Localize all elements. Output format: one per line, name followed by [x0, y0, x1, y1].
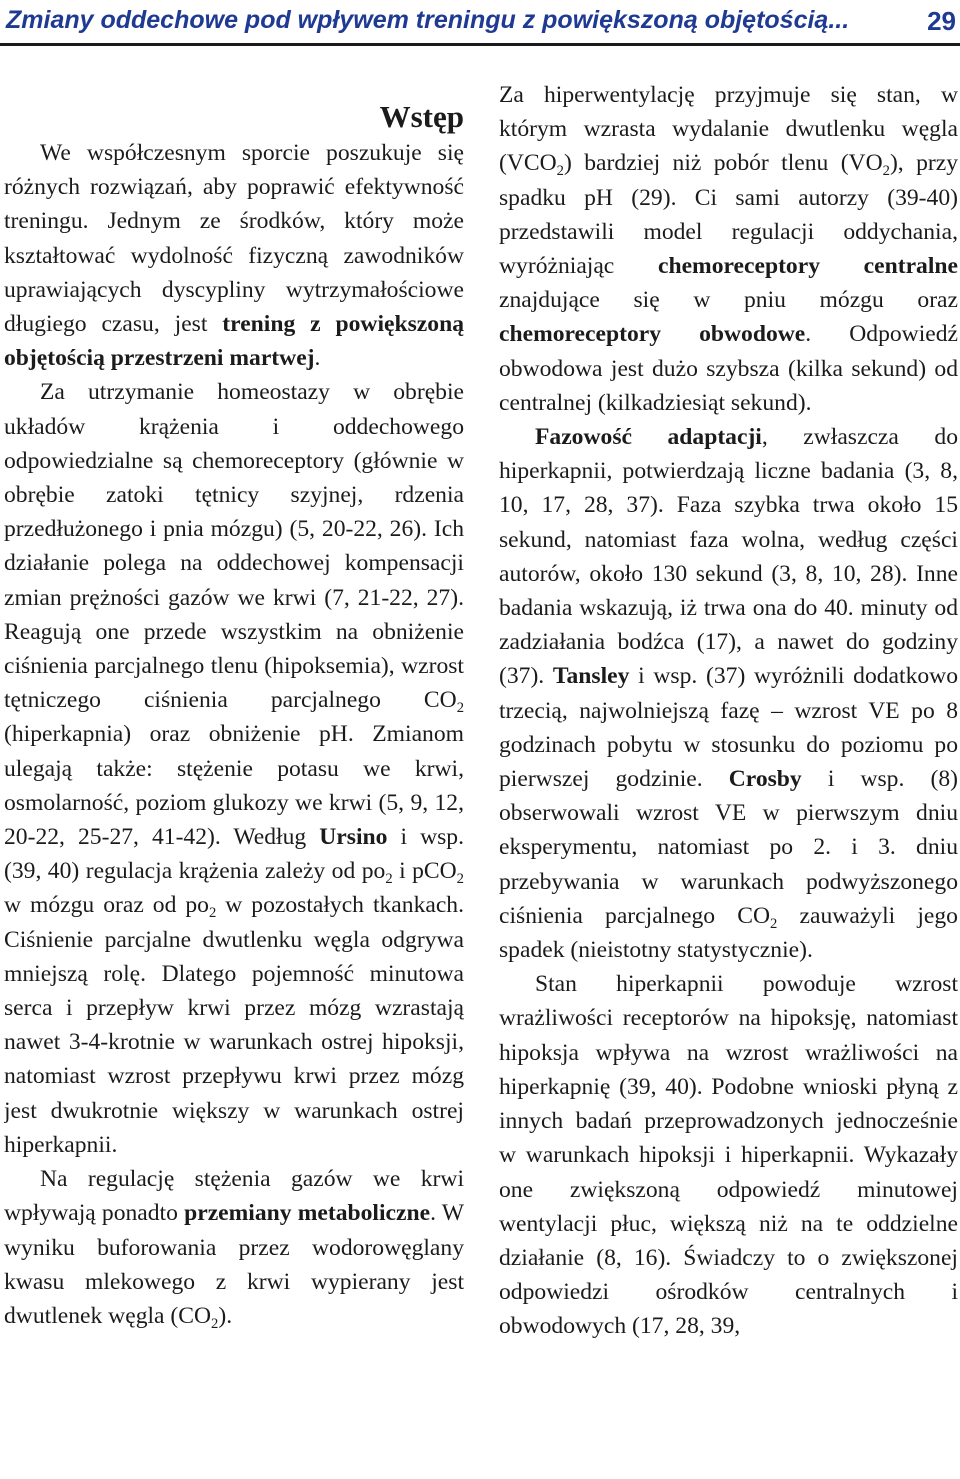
- bold-term: Fazowość adaptacji: [535, 424, 762, 451]
- subscript: 2: [208, 905, 217, 922]
- text-run: ) bardziej niż pobór tlenu (VO: [563, 150, 883, 177]
- text-run: zauważyli jego spadek (nieistotny statystycznie).: [499, 902, 958, 964]
- subscript: 2: [385, 871, 393, 888]
- text-run: i wsp. (8) obserwowali wzrost VE w pierwszym dniu eksperymentu, natomiast po 2. i 3. dniu przebywania w warunkach podwyższonego ciśnienia parcjalnego CO: [499, 766, 958, 929]
- text-run: .: [314, 345, 321, 372]
- paragraph-intro: [4, 136, 464, 375]
- left-column: [4, 78, 464, 1478]
- text-run: i wsp. (37) wyróżnili dodatkowo trzecią, najwolniejszą fazę – wzrost VE po 8 godzinach pobytu w stosunku do poziomu po pierwszej godzinie.: [499, 663, 958, 793]
- subscript: 2: [770, 915, 778, 932]
- subscript: 2: [211, 1316, 219, 1333]
- paragraph-hyperventilation: [499, 78, 958, 420]
- text-run: ).: [218, 1302, 233, 1329]
- bold-author: Crosby: [728, 766, 802, 793]
- bold-term: chemoreceptory obwodowe: [499, 321, 806, 348]
- page-header: [0, 0, 960, 46]
- text-run: Za hiperwentylację przyjmuje się stan, w którym wzrasta wydalanie dwutlenku węgla (VCO: [499, 82, 958, 177]
- bold-term: przemiany metaboliczne: [184, 1200, 431, 1227]
- subscript: 2: [882, 163, 890, 180]
- text-run: ), przy spadku pH (29). Ci sami autorzy (39-40) przedstawili model regulacji oddychania, wyróżniając: [499, 150, 958, 280]
- text-run: Stan hiperkapnii powoduje wzrost wrażliwości receptorów na hipoksję, natomiast hipoksja wpływa na wzrost wrażliwości na hiperkapnię (39, 40). Podobne wnioski płyną z innych badań przeprowadzonych jednocześnie w warunkach hipoksji i hiperkapnii. Wykazały one zwiększoną odpowiedź minutowej wentylacji płuc, większą niż na te oddzielne działanie (8, 16). Świadczy to o zwiększonej odpowiedzi ośrodków centralnych i obwodowych (17, 28, 39,: [499, 971, 958, 1340]
- bold-term: chemoreceptory centralne: [657, 253, 958, 280]
- text-run: i wsp. (39, 40) regulacja krążenia zależy od po: [4, 824, 464, 885]
- text-run: Za utrzymanie homeostazy w obrębie układów krążenia i oddechowego odpowiedzialne są chemoreceptory (głównie w obrębie zatoki tętnicy szyjnej, rdzenia przedłużonego i pnia mózgu) (5, 20-22, 26). Ich działanie polega na oddechowej kompensacji zmian prężności gazów we krwi (7, 21-22, 27). Reagują one przede wszystkim na obniżenie ciśnienia parcjalnego tlenu (hipoksemia), wzrost tętniczego ciśnienia parcjalnego CO: [4, 379, 464, 714]
- paragraph-adaptation: [499, 420, 958, 967]
- subscript: 2: [456, 700, 464, 717]
- text-run: znajdujące się w pniu mózgu oraz: [499, 287, 958, 314]
- running-title: Zmiany oddechowe pod wpływem treningu z powiększoną objętością...: [6, 6, 850, 34]
- bold-term: trening z powiększoną objętością przestrzeni martwej: [4, 311, 464, 372]
- bold-author: Ursino: [319, 824, 388, 851]
- text-run: . W wyniku buforowania przez wodorowęglany kwasu mlekowego z krwi wypierany jest dwutlenek węgla (CO: [4, 1200, 464, 1329]
- text-run: (hiperkapnia) oraz obniżenie pH. Zmianom ulegają także: stężenie potasu we krwi, osmolarność, poziom glukozy we krwi (5, 9, 12, 20-22, 25-27, 41-42). Według: [4, 721, 464, 851]
- subscript: 2: [456, 871, 464, 888]
- section-heading: Wstęp: [379, 99, 464, 134]
- paragraph-hypercapnia: [499, 967, 958, 1343]
- subscript: 2: [556, 163, 564, 180]
- header-rule: [0, 43, 960, 46]
- page-number: 29: [927, 6, 956, 36]
- text-run: We współczesnym sporcie poszukuje się różnych rozwiązań, aby poprawić efektywność treningu. Jednym ze środków, który może kształtować wydolność fizyczną zawodników uprawiających dyscypliny wytrzymałościowe długiego czasu, jest: [4, 140, 464, 338]
- paragraph-metabolic: [4, 1162, 464, 1333]
- text-run: Na regulację stężenia gazów we krwi wpływają ponadto: [4, 1166, 464, 1227]
- text-run: . Odpowiedź obwodowa jest dużo szybsza (kilka sekund) od centralnej (kilkadziesiąt sekund).: [499, 321, 958, 416]
- text-run: w mózgu oraz od po: [4, 892, 209, 919]
- paragraph-homeostasis: [4, 375, 464, 1162]
- text-run: w pozostałych tkankach. Ciśnienie parcjalne dwutlenku węgla odgrywa mniejszą rolę. Dlatego pojemność minutowa serca i przepływ krwi przez mózg wzrastają nawet 3-4-krotnie w warunkach ostrej hipoksji, natomiast wzrost przepływu krwi przez mózg jest dwukrotnie większy w warunkach ostrej hiperkapnii.: [4, 892, 464, 1158]
- right-column: [499, 78, 958, 1478]
- text-run: i pCO: [392, 858, 457, 885]
- bold-author: Tansley: [552, 663, 630, 690]
- text-run: , zwłaszcza do hiperkapnii, potwierdzają liczne badania (3, 8, 10, 17, 28, 37). Faza szybka trwa około 15 sekund, natomiast faza wolna, według części autorów, około 130 sekund (3, 8, 10, 28). Inne badania wskazują, iż trwa ona do 40. minuty od zadziałania bodźca (17), a nawet do godziny (37).: [499, 424, 958, 690]
